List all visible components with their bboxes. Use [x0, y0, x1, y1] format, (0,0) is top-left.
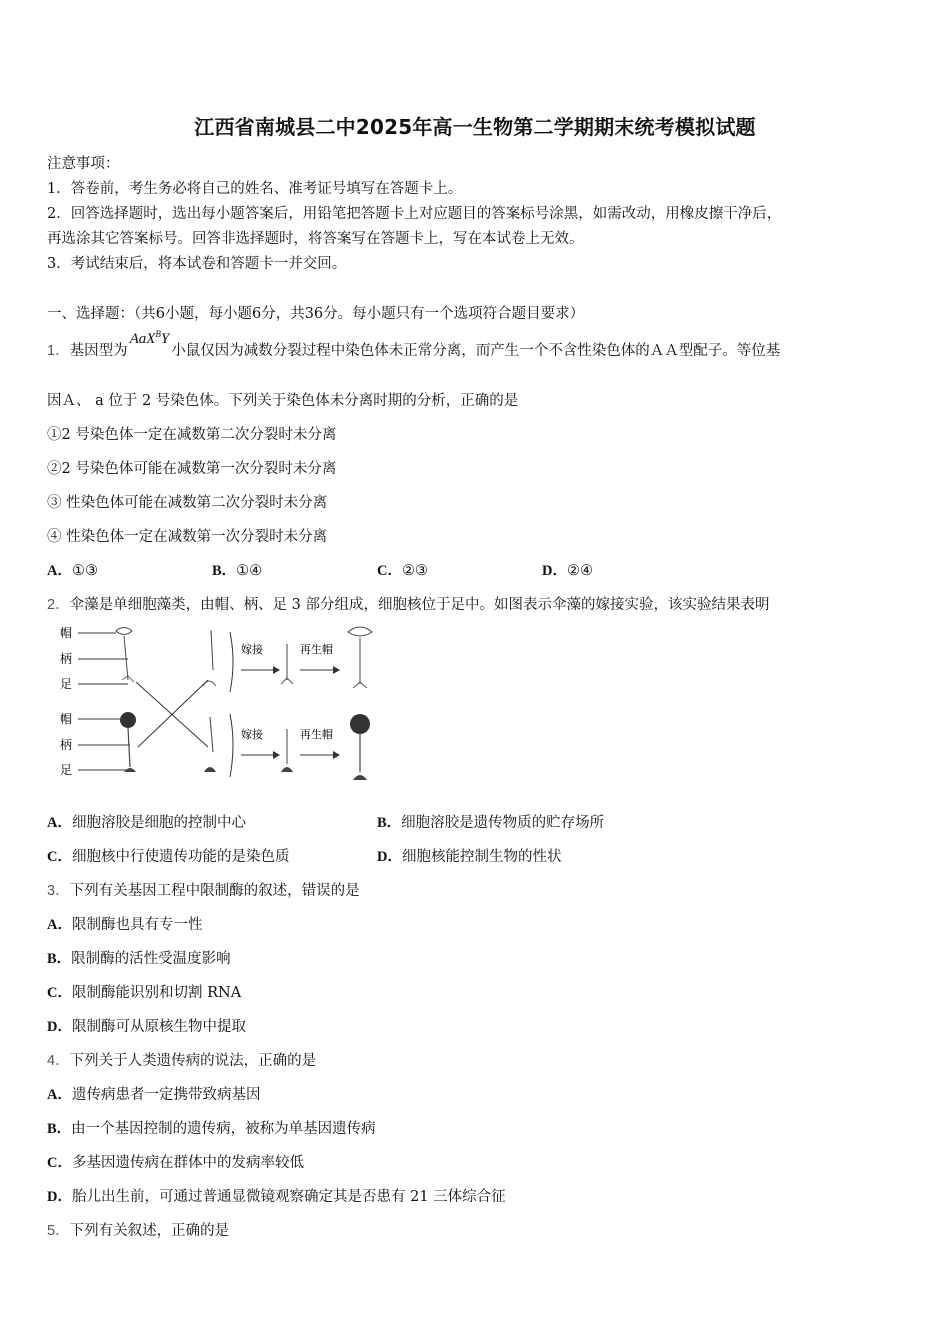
- question-text: 小鼠仅因为减数分裂过程中染色体未正常分离，而产生一个不含性染色体的ＡＡ型配子。等位基: [171, 343, 781, 359]
- label-cap: 帽: [60, 626, 73, 640]
- page-title: 江西省南城县二中2025年高一生物第二学期期末统考模拟试题: [194, 115, 756, 139]
- question-1-stem-line2: 因Ａ、 a 位于 2 号染色体。下列关于染色体未分离时期的分析，正确的是: [47, 393, 519, 409]
- option-d[interactable]: D．细胞核能控制生物的性状: [377, 849, 562, 865]
- question-number: 4．: [47, 1053, 70, 1069]
- statement: ③ 性染色体可能在减数第二次分裂时未分离: [47, 495, 328, 511]
- question-text: 伞藻是单细胞藻类，由帽、柄、足 3 部分组成，细胞核位于足中。如图表示伞藻的嫁接实验，该实验结果表明: [69, 597, 770, 613]
- statement: ②2 号染色体可能在减数第一次分裂时未分离: [47, 461, 337, 477]
- question-number: 3．: [47, 883, 70, 899]
- question-number: 2．: [47, 597, 70, 613]
- notice-heading: 注意事项：: [47, 156, 120, 172]
- option-c[interactable]: C．细胞核中行使遗传功能的是染色质: [47, 849, 290, 865]
- statement: ①2 号染色体一定在减数第二次分裂时未分离: [47, 427, 337, 443]
- option-d[interactable]: D．胎儿出生前，可通过普通显微镜观察确定其是否患有 21 三体综合征: [47, 1189, 506, 1205]
- question-number: 1．: [47, 343, 70, 359]
- question-3-stem: [47, 879, 360, 900]
- label-stalk: 柄: [60, 738, 73, 752]
- umbrella-algae-graft-figure: [58, 622, 388, 787]
- notice-item: 3．考试结束后，将本试卷和答题卡一并交回。: [47, 256, 347, 272]
- regen-cap-label: 再生帽: [300, 728, 333, 741]
- graft-label: 嫁接: [241, 728, 263, 741]
- option-b[interactable]: B．细胞溶胶是遗传物质的贮存场所: [377, 815, 605, 831]
- option-a[interactable]: A．细胞溶胶是细胞的控制中心: [47, 815, 246, 831]
- section-heading: 一、选择题：（共6小题，每小题6分，共36分。每小题只有一个选项符合题目要求）: [47, 306, 585, 322]
- notice-item: 2．回答选择题时，选出每小题答案后，用铅笔把答题卡上对应题目的答案标号涂黑，如需改动，用橡皮擦干净后，: [47, 206, 782, 222]
- option-c[interactable]: C．多基因遗传病在群体中的发病率较低: [47, 1155, 304, 1171]
- question-text: 下列有关基因工程中限制酶的叙述，错误的是: [69, 883, 360, 899]
- question-number: 5．: [47, 1223, 70, 1239]
- alga-round-cap-icon: [120, 712, 136, 772]
- option-a[interactable]: A．限制酶也具有专一性: [47, 917, 203, 933]
- graft-label: 嫁接: [241, 643, 263, 656]
- option-b[interactable]: B．①④: [212, 563, 263, 579]
- notice-item: 再选涂其它答案标号。回答非选择题时，将答案写在答题卡上，写在本试卷上无效。: [47, 231, 584, 247]
- regenerated-flower-cap-icon: [348, 627, 372, 688]
- alga-flower-cap-icon: [116, 628, 134, 683]
- regenerated-round-cap-icon: [350, 714, 370, 780]
- option-b[interactable]: B．由一个基因控制的遗传病，被称为单基因遗传病: [47, 1121, 376, 1137]
- label-cap: 帽: [60, 712, 73, 726]
- option-d[interactable]: D．②④: [542, 563, 593, 579]
- notice-item: 1．答卷前，考生务必将自己的姓名、准考证号填写在答题卡上。: [47, 181, 463, 197]
- question-text: 基因型为: [69, 343, 128, 359]
- question-4-stem: [47, 1049, 316, 1070]
- question-5-stem: [47, 1219, 229, 1240]
- option-c[interactable]: C．限制酶能识别和切割 RNA: [47, 985, 242, 1001]
- question-2-stem: [47, 593, 770, 614]
- label-stalk: 柄: [60, 652, 73, 666]
- question-text: 下列关于人类遗传病的说法，正确的是: [69, 1053, 317, 1069]
- question-text: 下列有关叙述，正确的是: [69, 1223, 230, 1239]
- option-a[interactable]: A．①③: [47, 563, 98, 579]
- statement: ④ 性染色体一定在减数第一次分裂时未分离: [47, 529, 328, 545]
- option-a[interactable]: A．遗传病患者一定携带致病基因: [47, 1087, 261, 1103]
- option-c[interactable]: C．②③: [377, 563, 428, 579]
- label-foot: 足: [60, 677, 73, 691]
- option-d[interactable]: D．限制酶可从原核生物中提取: [47, 1019, 246, 1035]
- option-b[interactable]: B．限制酶的活性受温度影响: [47, 951, 231, 967]
- label-foot: 足: [60, 763, 73, 777]
- question-1-stem: [47, 329, 781, 360]
- regen-cap-label: 再生帽: [300, 643, 333, 656]
- genotype-formula: AaX$^B$Y: [129, 329, 170, 347]
